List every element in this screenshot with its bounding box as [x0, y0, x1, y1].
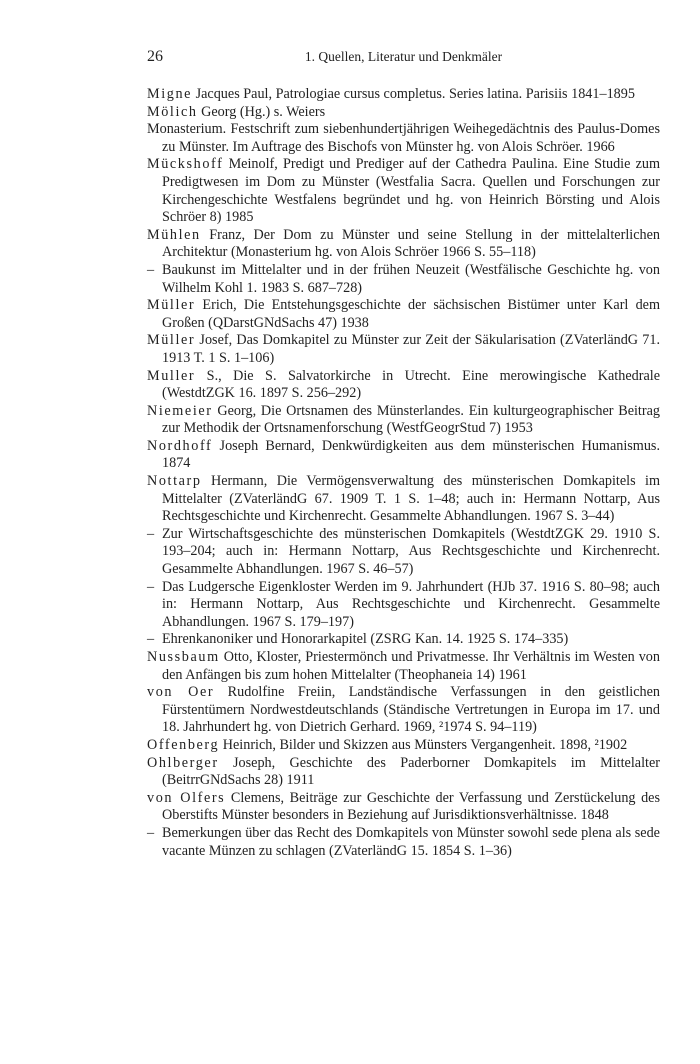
- entry-text: Das Ludgersche Eigenkloster Werden im 9. Jahrhundert (HJb 37. 1916 S. 80–98; auch in: Hermann Nottarp, Aus Rechtsgeschichte und Kirchenrecht. Gesammelte Abhandlungen. 1967 S. 179–197): [162, 578, 660, 630]
- ditto-dash: –: [147, 631, 155, 648]
- page-number: 26: [147, 48, 163, 65]
- entry-author: Ohlberger: [147, 754, 219, 771]
- entry-author: Muller: [147, 367, 196, 384]
- bibliography-entry: [147, 368, 660, 403]
- entry-author: von Oer: [147, 684, 215, 701]
- entry-text: S., Die S. Salvatorkirche in Utrecht. Eine merowingische Kathedrale (WestdtZGK 16. 1897 S. 256–292): [162, 367, 660, 402]
- entry-text: Erich, Die Entstehungsgeschichte der sächsischen Bistümer unter Karl dem Großen (QDarstGNdSachs 47) 1938: [162, 297, 660, 331]
- entry-text: Otto, Kloster, Priestermönch und Privatmesse. Ihr Verhältnis im Westen von den Anfängen bis zum hohen Mittelalter (Theophaneia 14) 1961: [162, 649, 660, 683]
- bibliography-entry: [147, 403, 660, 438]
- entry-text: Heinrich, Bilder und Skizzen aus Münsters Vergangenheit. 1898, ²1902: [219, 736, 628, 753]
- entry-text: Joseph, Geschichte des Paderborner Domkapitels im Mittelalter (BeitrrGNdSachs 28) 1911: [162, 754, 660, 789]
- bibliography-entry: [147, 755, 660, 790]
- entry-author: Offenberg: [147, 736, 220, 753]
- bibliography-entry: [147, 737, 660, 755]
- entry-text: Hermann, Die Vermögensverwaltung des münsterischen Domkapitels im Mittelalter (ZVaterländG 67. 1909 T. 1 S. 1–48; auch in: Hermann Nottarp, Aus Rechtsgeschichte und Kirchenrecht. Gesammelte Abhandlungen. 1967 S. 3–44): [162, 473, 660, 525]
- running-head: 1. Quellen, Literatur und Denkmäler: [304, 49, 503, 64]
- bibliography-entry: [147, 631, 660, 649]
- entry-text: Rudolfine Freiin, Landständische Verfassungen in den geistlichen Fürstentümern Nordwestdeutschlands (Ständische Vertretungen in Europa im 17. und 18. Jahrhundert hg. von Dietrich Gerhard. 1969, ²1974 S. 94–119): [162, 684, 661, 736]
- bibliography-entry: [147, 526, 660, 579]
- entry-text: Meinolf, Predigt und Prediger auf der Cathedra Paulina. Eine Studie zum Predigtwesen im Dom zu Münster (Westfalia Sacra. Quellen und Forschungen zur Kirchengeschichte Westfalens begründet und hg. von Heinrich Börsting und Alois Schröer 8) 1985: [162, 156, 660, 226]
- entry-author: Mölich: [147, 103, 198, 120]
- bibliography-entry: [147, 297, 660, 332]
- entry-text: Franz, Der Dom zu Münster und seine Stellung in der mittelalterlichen Architektur (Monasterium hg. von Alois Schröer 1966 S. 55–118): [162, 226, 660, 261]
- bibliography-entry: [147, 579, 660, 632]
- entry-text: Ehrenkanoniker und Honorarkapitel (ZSRG Kan. 14. 1925 S. 174–335): [162, 631, 569, 648]
- page-header: [147, 48, 660, 70]
- entry-author: Müller: [147, 332, 196, 349]
- entry-text: Monasterium. Festschrift zum siebenhundertjährigen Weihegedächtnis des Paulus-Domes zu Münster. Im Auftrage des Bischofs von Münster hg. von Alois Schröer. 1966: [147, 121, 660, 155]
- ditto-dash: –: [147, 824, 155, 841]
- bibliography-list: [147, 86, 660, 860]
- bibliography-entry: [147, 156, 660, 226]
- entry-text: Baukunst im Mittelalter und in der frühen Neuzeit (Westfälische Geschichte hg. von Wilhelm Kohl 1. 1983 S. 687–728): [162, 261, 660, 296]
- entry-author: Migne: [147, 86, 193, 102]
- entry-author: Mühlen: [147, 226, 201, 243]
- ditto-dash: –: [147, 578, 155, 595]
- bibliography-entry: [147, 104, 660, 122]
- entry-author: Mückshoff: [147, 156, 224, 173]
- entry-text: Josef, Das Domkapitel zu Münster zur Zeit der Säkularisation (ZVaterländG 71. 1913 T. 1 S. 1–106): [162, 332, 660, 366]
- bibliography-entry: [147, 438, 660, 473]
- entry-text: Clemens, Beiträge zur Geschichte der Verfassung und Zerstückelung des Oberstifts Münster besonders in Beziehung auf Jurisdiktionsverhältnisse. 1848: [162, 789, 661, 824]
- entry-author: Müller: [147, 297, 196, 314]
- bibliography-entry: [147, 121, 660, 156]
- entry-text: Jacques Paul, Patrologiae cursus completus. Series latina. Parisiis 1841–1895: [192, 86, 635, 102]
- ditto-dash: –: [147, 261, 155, 278]
- bibliography-entry: [147, 649, 660, 684]
- bibliography-entry: [147, 473, 660, 526]
- bibliography-entry: [147, 262, 660, 297]
- bibliography-entry: [147, 227, 660, 262]
- ditto-dash: –: [147, 525, 155, 542]
- entry-author: von Olfers: [147, 789, 226, 806]
- entry-author: Nordhoff: [147, 437, 213, 454]
- entry-text: Joseph Bernard, Denkwürdigkeiten aus dem münsterischen Humanismus. 1874: [162, 437, 660, 472]
- entry-author: Niemeier: [147, 402, 213, 419]
- bibliography-entry: [147, 332, 660, 367]
- entry-text: Georg (Hg.) s. Weiers: [197, 103, 326, 120]
- bibliography-entry: [147, 825, 660, 860]
- entry-author: Nussbaum: [147, 649, 220, 665]
- bibliography-entry: [147, 86, 660, 104]
- entry-text: Bemerkungen über das Recht des Domkapitels von Münster sowohl sede plena als sede vacante Münzen zu schlagen (ZVaterländG 15. 1854 S. 1–36): [162, 824, 660, 859]
- bibliography-entry: [147, 684, 660, 737]
- entry-text: Zur Wirtschaftsgeschichte des münsterischen Domkapitels (WestdtZGK 29. 1910 S. 193–204; auch in: Hermann Nottarp, Aus Rechtsgeschichte und Kirchenrecht. Gesammelte Abhandlungen. 1967 S. 46–57): [162, 525, 660, 578]
- entry-author: Nottarp: [147, 473, 202, 490]
- entry-text: Georg, Die Ortsnamen des Münsterlandes. Ein kulturgeographischer Beitrag zur Methodik der Ortsnamenforschung (WestfGeogrStud 7) 1953: [162, 402, 660, 437]
- bibliography-entry: [147, 790, 660, 825]
